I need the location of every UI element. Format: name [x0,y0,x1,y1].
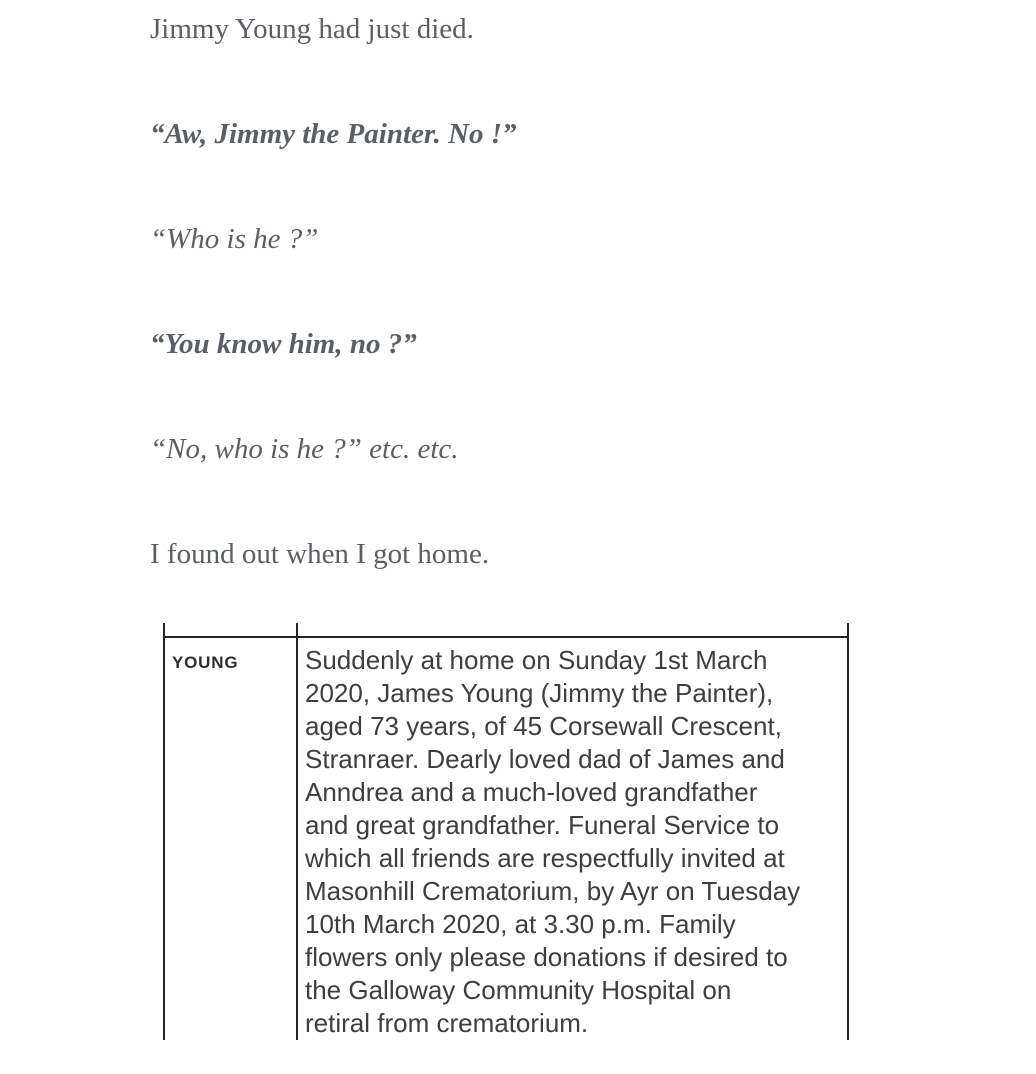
post-paragraph: Jimmy Young had just died. [150,13,474,45]
obituary-clipping [163,623,849,1040]
obituary-surname: YOUNG [172,653,239,672]
obituary-notice-line: retiral from crematorium. [305,1008,589,1038]
obituary-surname-cell [172,644,238,682]
post-paragraph: “You know him, no ?” [150,328,417,360]
post-paragraph: “Aw, Jimmy the Painter. No !” [150,118,517,150]
post-paragraphs [150,10,996,573]
obituary-notice-line: which all friends are respectfully invited at [305,843,785,873]
post-paragraph: “Who is he ?” [150,223,319,255]
clipping-column-divider [296,623,298,1040]
obituary-notice-line: Masonhill Crematorium, by Ayr on Tuesday [305,876,801,906]
obituary-notice-line: aged 73 years, of 45 Corsewall Crescent, [305,711,782,741]
obituary-notice-line: Anndrea and a much-loved grandfather [305,777,758,807]
clipping-top-border [165,636,847,638]
obituary-notice-line: and great grandfather. Funeral Service to [305,810,780,840]
obituary-notice-line: 10th March 2020, at 3.30 p.m. Family [305,909,736,939]
post-paragraph: I found out when I got home. [150,538,490,570]
obituary-notice-line: flowers only please donations if desired to [305,942,788,972]
post-paragraph: “No, who is he ?” etc. etc. [150,433,459,465]
obituary-notice-cell [305,644,845,1040]
obituary-notice-line: 2020, James Young (Jimmy the Painter), [305,678,774,708]
obituary-notice-line: Suddenly at home on Sunday 1st March [305,645,768,675]
obituary-notice-line: Stranraer. Dearly loved dad of James and [305,744,785,774]
obituary-notice-line: the Galloway Community Hospital on [305,975,732,1005]
